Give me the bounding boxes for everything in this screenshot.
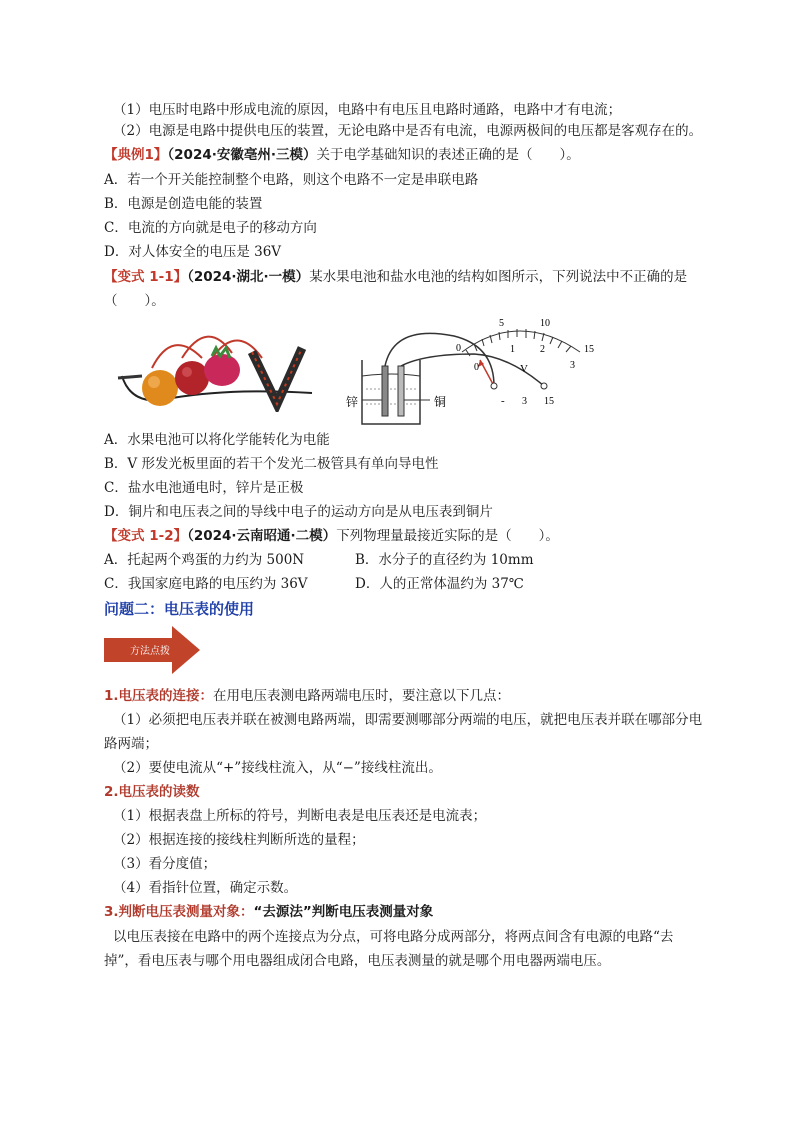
intro-paragraph-2: （2）电源是电路中提供电压的装置，无论电路中是否有电流，电源两极间的电压都是客观存在的。 <box>113 123 703 139</box>
variant11-option-c: C．盐水电池通电时，锌片是正极 <box>104 480 304 496</box>
point1-para1: （1）必须把电压表并联在被测电路两端，即需要测哪部分两端的电压，就把电压表并联在哪部分电 <box>113 712 703 728</box>
intro-paragraph-1: （1）电压时电路中形成电流的原因，电路中有电压且电路时通路，电路中才有电流； <box>113 102 622 118</box>
variant12-option-a: A．托起两个鸡蛋的力约为 500N <box>104 552 305 568</box>
variant12-tag: 【变式 1-2】 <box>104 528 188 544</box>
example1-option-a: A．若一个开关能控制整个电路，则这个电路不一定是串联电路 <box>104 172 479 188</box>
terminal-3: 3 <box>522 396 527 407</box>
fruit-battery-figure <box>112 318 334 412</box>
point3-heading: 3.判断电压表测量对象： <box>104 904 254 920</box>
point3-para1: 以电压表接在电路中的两个连接点为分点，可将电路分成两部分，将两点间含有电源的电路“去 <box>113 929 674 945</box>
terminal-minus: - <box>501 395 505 407</box>
variant12-option-b: B．水分子的直径约为 10mm <box>355 552 534 568</box>
example1-option-d: D．对人体安全的电压是 36V <box>104 244 282 260</box>
point1-para2: （2）要使电流从“+”接线柱流入，从“−”接线柱流出。 <box>113 760 442 776</box>
point2-item-3: （3）看分度值； <box>113 856 217 872</box>
example1-source: （2024·安徽亳州·三模） <box>167 147 317 163</box>
example1-tag: 【典例1】 <box>104 147 168 163</box>
variant11-stem-line <box>104 268 687 286</box>
section2-title: 问题二：电压表的使用 <box>104 600 255 618</box>
zinc-label: 锌 <box>346 395 359 409</box>
inner-scale-0: 0 <box>474 362 479 373</box>
point1-heading: 1.电压表的连接： <box>104 688 214 704</box>
variant11-option-a: A．水果电池可以将化学能转化为电能 <box>104 432 330 448</box>
point2-item-1: （1）根据表盘上所标的符号，判断电表是电压表还是电流表； <box>113 808 487 824</box>
variant11-stem: 某水果电池和盐水电池的结构如图所示，下列说法中不正确的是 <box>309 269 688 285</box>
variant11-stem-cont: （ ）。 <box>104 293 165 309</box>
variant12-option-d: D．人的正常体温约为 37℃ <box>355 576 524 592</box>
variant11-tag: 【变式 1-1】 <box>104 269 188 285</box>
point2-item-4: （4）看指针位置，确定示数。 <box>113 880 298 896</box>
outer-scale-15: 15 <box>584 344 594 355</box>
point2-item-2: （2）根据连接的接线柱判断所选的量程； <box>113 832 365 848</box>
variant12-stem: 下列物理量最接近实际的是（ ）。 <box>336 528 559 544</box>
point1-text: 在用电压表测电路两端电压时，要注意以下几点： <box>213 688 511 704</box>
point3-para2: 掉”，看电压表与哪个用电器组成闭合电路，电压表测量的就是哪个用电器两端电压。 <box>104 953 611 969</box>
point2-heading: 2.电压表的读数 <box>104 784 200 800</box>
meter-symbol: V <box>520 363 528 375</box>
terminal-15: 15 <box>544 396 554 407</box>
variant12-stem-line <box>104 527 559 545</box>
point1-para1-cont: 路两端； <box>104 736 158 752</box>
copper-label: 铜 <box>434 395 447 409</box>
salt-battery-figure <box>344 314 606 432</box>
variant11-option-b: B．V 形发光板里面的若干个发光二极管具有单向导电性 <box>104 456 439 472</box>
example1-stem: 关于电学基础知识的表述正确的是（ ）。 <box>316 147 580 163</box>
inner-scale-1: 1 <box>510 344 515 355</box>
method-badge <box>104 626 200 674</box>
method-badge-label: 方法点拨 <box>130 646 170 657</box>
variant11-option-d: D．铜片和电压表之间的导线中电子的运动方向是从电压表到铜片 <box>104 504 493 520</box>
inner-scale-2: 2 <box>540 344 545 355</box>
example1-stem-line <box>104 146 580 164</box>
example1-option-b: B．电源是创造电能的装置 <box>104 196 263 212</box>
point3-line <box>104 903 433 921</box>
outer-scale-5: 5 <box>499 318 504 329</box>
variant11-source: （2024·湖北·一模） <box>187 269 310 285</box>
outer-scale-0: 0 <box>456 343 461 354</box>
variant12-source: （2024·云南昭通·二模） <box>187 528 337 544</box>
point1-line <box>104 687 510 705</box>
inner-scale-3: 3 <box>570 360 575 371</box>
point3-bold: “去源法”判断电压表测量对象 <box>253 904 434 920</box>
variant12-option-c: C．我国家庭电路的电压约为 36V <box>104 576 308 592</box>
outer-scale-10: 10 <box>540 318 550 329</box>
example1-option-c: C．电流的方向就是电子的移动方向 <box>104 220 317 236</box>
